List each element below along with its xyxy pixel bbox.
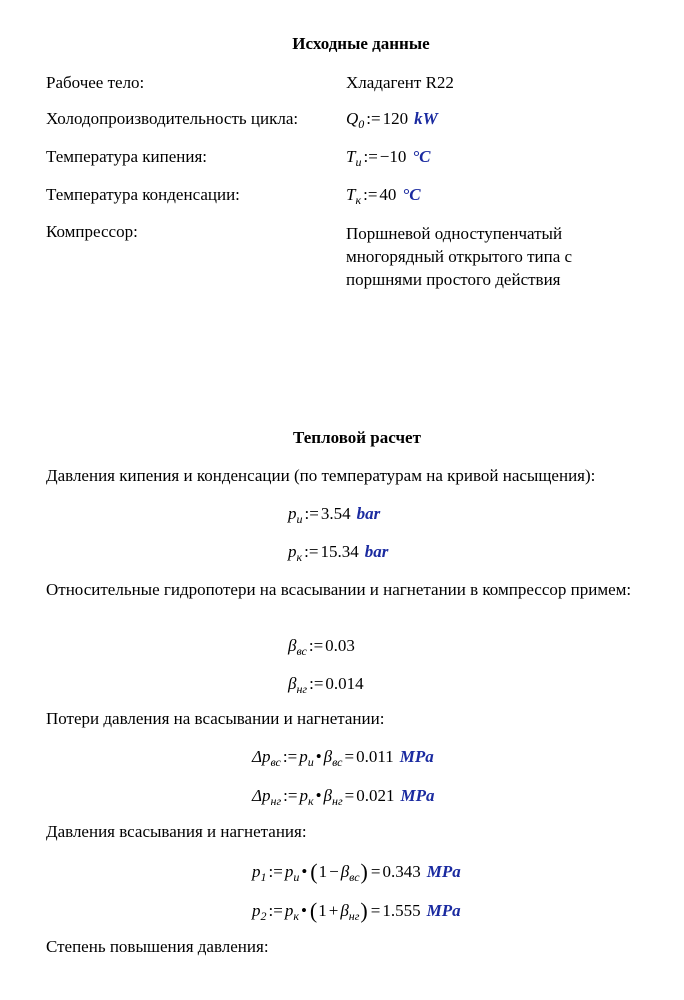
formula-dp-ng: $\Delta p_{нг}$ := $p_к$ • $\beta_{нг} = 0.021$ MPa [252,786,435,808]
formula-pi: $p_и$ := 3.54 bar [288,504,381,526]
formula-q0: $Q_0$ := 120 kW [346,109,438,131]
text-pressure-losses: Потери давления на всасывании и нагнетании: [46,709,385,728]
value-compressor: Поршневой одноступенчатый многорядный открытого типа с поршнями простого действия [346,224,573,289]
text-suction-discharge: Давления всасывания и нагнетания: [46,822,307,841]
label-working-fluid: Рабочее тело: [46,73,145,92]
formula-p2: $p_2$ := $p_к$ • $(1 + \beta_{нг}) = 1.555$ MPa [252,898,461,923]
section-title-thermal: Тепловой расчет [293,428,421,447]
formula-ti: $T_и$ := −10 °C [346,147,431,169]
text-compression-ratio: Степень повышения давления: [46,937,269,956]
formula-pk: $p_к$ := 15.34 bar [288,542,389,564]
text-pressures: Давления кипения и конденсации (по температурам на кривой насыщения): [46,466,596,485]
formula-p1: $p_1$ := $p_и$ • $(1 - \beta_{вс}) = 0.343$ MPa [252,859,461,884]
formula-beta-ng: $\beta_{нг}$ := 0.014 [288,674,364,696]
section-title-initial: Исходные данные [292,34,430,53]
value-working-fluid: Хладагент R22 [346,73,454,92]
formula-tk: $T_к$ := 40 °C [346,185,421,207]
formula-dp-vs: $\Delta p_{вс}$ := $p_и$ • $\beta_{вс} = 0.011$ MPa [252,747,434,769]
label-compressor: Компрессор: [46,222,138,241]
label-cooling-capacity: Холодопроизводительность цикла: [46,109,299,128]
label-boiling-temp: Температура кипения: [46,147,208,166]
label-condensation-temp: Температура конденсации: [46,185,240,204]
formula-beta-vs: $\beta_{вс}$ := 0.03 [288,636,355,658]
text-hydro-losses: Относительные гидропотери на всасывании и нагнетании в компрессор примем: [46,580,632,599]
